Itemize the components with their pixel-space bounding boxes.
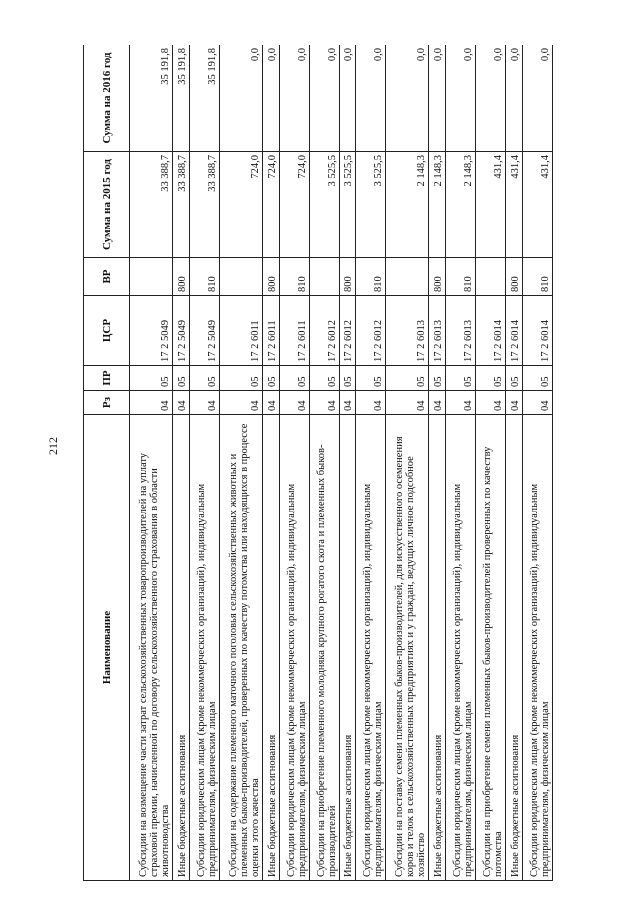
cell-rz: 04 (446, 391, 476, 415)
cell-vr: 810 (279, 258, 309, 296)
cell-rz: 04 (429, 391, 446, 415)
table-row (173, 45, 190, 881)
cell-sum-2016: 0,0 (476, 45, 506, 152)
cell-vr: 800 (506, 258, 523, 296)
table-row (446, 45, 476, 881)
cell-pr: 05 (262, 366, 279, 391)
table-row (429, 45, 446, 881)
cell-pr: 05 (130, 366, 173, 391)
cell-rz: 04 (262, 391, 279, 415)
table-row (219, 45, 262, 881)
cell-name: Иные бюджетные ассигнования (506, 415, 523, 881)
cell-csr: 17 2 6014 (476, 296, 506, 366)
cell-rz: 04 (476, 391, 506, 415)
cell-sum-2016: 0,0 (356, 45, 386, 152)
budget-table (83, 45, 553, 881)
cell-name: Субсидии на приобретение семени племенных быков-производителей проверенных по качеству потомства (476, 415, 506, 881)
cell-sum-2015: 33 388,7 (189, 152, 219, 258)
cell-csr: 17 2 6013 (446, 296, 476, 366)
cell-vr: 800 (429, 258, 446, 296)
cell-csr: 17 2 6014 (506, 296, 523, 366)
header-rz: Рз (84, 391, 130, 415)
cell-name: Субсидии на поставку семени племенных быков-производителей, для искусственного осеменения коров и телок в сельскохозяйственных предприятиях и у граждан, ведущих личное подсобное хозяйство (386, 415, 429, 881)
cell-csr: 17 2 5049 (189, 296, 219, 366)
cell-vr: 810 (189, 258, 219, 296)
cell-sum-2015: 3 525,5 (339, 152, 356, 258)
header-pr: ПР (84, 366, 130, 391)
cell-csr: 17 2 6013 (429, 296, 446, 366)
cell-name: Субсидии на содержание племенного маточного поголовья сельскохозяйственных животных и племенных быков-производителей, проверенных по качеству потомства или находящихся в процессе оценки этого качества (219, 415, 262, 881)
cell-vr: 810 (446, 258, 476, 296)
cell-name: Субсидии юридическим лицам (кроме некоммерческих организаций), индивидуальным предпринимателям, физическим лицам (446, 415, 476, 881)
cell-vr (476, 258, 506, 296)
cell-rz: 04 (309, 391, 339, 415)
cell-pr: 05 (476, 366, 506, 391)
cell-sum-2016: 0,0 (309, 45, 339, 152)
cell-name: Иные бюджетные ассигнования (262, 415, 279, 881)
cell-csr: 17 2 6013 (386, 296, 429, 366)
cell-pr: 05 (189, 366, 219, 391)
budget-table-wrapper (83, 45, 553, 881)
cell-pr: 05 (219, 366, 262, 391)
cell-name: Иные бюджетные ассигнования (339, 415, 356, 881)
cell-csr: 17 2 6014 (522, 296, 552, 366)
cell-vr: 810 (522, 258, 552, 296)
cell-sum-2016: 0,0 (429, 45, 446, 152)
cell-name: Субсидии юридическим лицам (кроме некоммерческих организаций), индивидуальным предпринимателям, физическим лицам (356, 415, 386, 881)
cell-sum-2015: 724,0 (219, 152, 262, 258)
cell-sum-2016: 0,0 (506, 45, 523, 152)
cell-csr: 17 2 6012 (339, 296, 356, 366)
cell-name: Субсидии юридическим лицам (кроме некоммерческих организаций), индивидуальным предпринимателям, физическим лицам (279, 415, 309, 881)
cell-rz: 04 (506, 391, 523, 415)
cell-name: Субсидии юридическим лицам (кроме некоммерческих организаций), индивидуальным предпринимателям, физическим лицам (522, 415, 552, 881)
cell-sum-2015: 3 525,5 (356, 152, 386, 258)
cell-pr: 05 (446, 366, 476, 391)
table-row (476, 45, 506, 881)
cell-pr: 05 (279, 366, 309, 391)
cell-sum-2016: 35 191,8 (130, 45, 173, 152)
cell-sum-2016: 0,0 (522, 45, 552, 152)
cell-sum-2015: 3 525,5 (309, 152, 339, 258)
cell-sum-2015: 724,0 (262, 152, 279, 258)
table-row (130, 45, 173, 881)
cell-csr: 17 2 5049 (130, 296, 173, 366)
header-sum-2015: Сумма на 2015 год (84, 152, 130, 258)
cell-pr: 05 (309, 366, 339, 391)
cell-name: Иные бюджетные ассигнования (173, 415, 190, 881)
cell-vr: 800 (339, 258, 356, 296)
cell-vr: 800 (173, 258, 190, 296)
header-csr: ЦСР (84, 296, 130, 366)
cell-pr: 05 (429, 366, 446, 391)
cell-rz: 04 (130, 391, 173, 415)
cell-rz: 04 (189, 391, 219, 415)
cell-csr: 17 2 5049 (173, 296, 190, 366)
cell-sum-2015: 724,0 (279, 152, 309, 258)
cell-sum-2015: 2 148,3 (386, 152, 429, 258)
cell-sum-2016: 0,0 (279, 45, 309, 152)
cell-sum-2015: 431,4 (522, 152, 552, 258)
table-row (309, 45, 339, 881)
cell-sum-2015: 2 148,3 (446, 152, 476, 258)
cell-vr: 810 (356, 258, 386, 296)
page-number: 212 (46, 437, 60, 455)
header-name: Наименование (84, 415, 130, 881)
table-row (279, 45, 309, 881)
cell-pr: 05 (356, 366, 386, 391)
cell-vr (309, 258, 339, 296)
cell-sum-2016: 0,0 (446, 45, 476, 152)
table-row (262, 45, 279, 881)
table-row (506, 45, 523, 881)
cell-sum-2016: 0,0 (262, 45, 279, 152)
cell-csr: 17 2 6011 (279, 296, 309, 366)
cell-sum-2016: 0,0 (386, 45, 429, 152)
header-sum-2016: Сумма на 2016 год (84, 45, 130, 152)
cell-name: Субсидии на приобретение племенного молодняка крупного рогатого скота и племенных быков-производителей (309, 415, 339, 881)
cell-pr: 05 (506, 366, 523, 391)
cell-rz: 04 (386, 391, 429, 415)
cell-csr: 17 2 6011 (262, 296, 279, 366)
table-row (522, 45, 552, 881)
cell-rz: 04 (356, 391, 386, 415)
cell-name: Иные бюджетные ассигнования (429, 415, 446, 881)
cell-name: Субсидии на возмещение части затрат сельскохозяйственных товаропроизводителей на уплату страховой премии, начисленной по договору сельскохозяйственного страхования в области животноводства (130, 415, 173, 881)
header-vr: ВР (84, 258, 130, 296)
cell-sum-2016: 35 191,8 (173, 45, 190, 152)
cell-sum-2016: 35 191,8 (189, 45, 219, 152)
cell-csr: 17 2 6012 (356, 296, 386, 366)
cell-csr: 17 2 6012 (309, 296, 339, 366)
cell-pr: 05 (522, 366, 552, 391)
cell-rz: 04 (522, 391, 552, 415)
rotated-table-area (83, 45, 553, 881)
cell-sum-2015: 33 388,7 (130, 152, 173, 258)
cell-vr (219, 258, 262, 296)
header-row (84, 45, 130, 881)
cell-pr: 05 (339, 366, 356, 391)
cell-sum-2015: 431,4 (476, 152, 506, 258)
cell-pr: 05 (386, 366, 429, 391)
cell-pr: 05 (173, 366, 190, 391)
cell-sum-2015: 431,4 (506, 152, 523, 258)
table-row (339, 45, 356, 881)
cell-sum-2015: 33 388,7 (173, 152, 190, 258)
cell-vr: 800 (262, 258, 279, 296)
cell-sum-2015: 2 148,3 (429, 152, 446, 258)
cell-sum-2016: 0,0 (339, 45, 356, 152)
cell-vr (130, 258, 173, 296)
table-row (189, 45, 219, 881)
cell-rz: 04 (173, 391, 190, 415)
table-row (356, 45, 386, 881)
cell-rz: 04 (219, 391, 262, 415)
cell-sum-2016: 0,0 (219, 45, 262, 152)
cell-rz: 04 (279, 391, 309, 415)
cell-rz: 04 (339, 391, 356, 415)
cell-name: Субсидии юридическим лицам (кроме некоммерческих организаций), индивидуальным предпринимателям, физическим лицам (189, 415, 219, 881)
cell-csr: 17 2 6011 (219, 296, 262, 366)
cell-vr (386, 258, 429, 296)
table-row (386, 45, 429, 881)
